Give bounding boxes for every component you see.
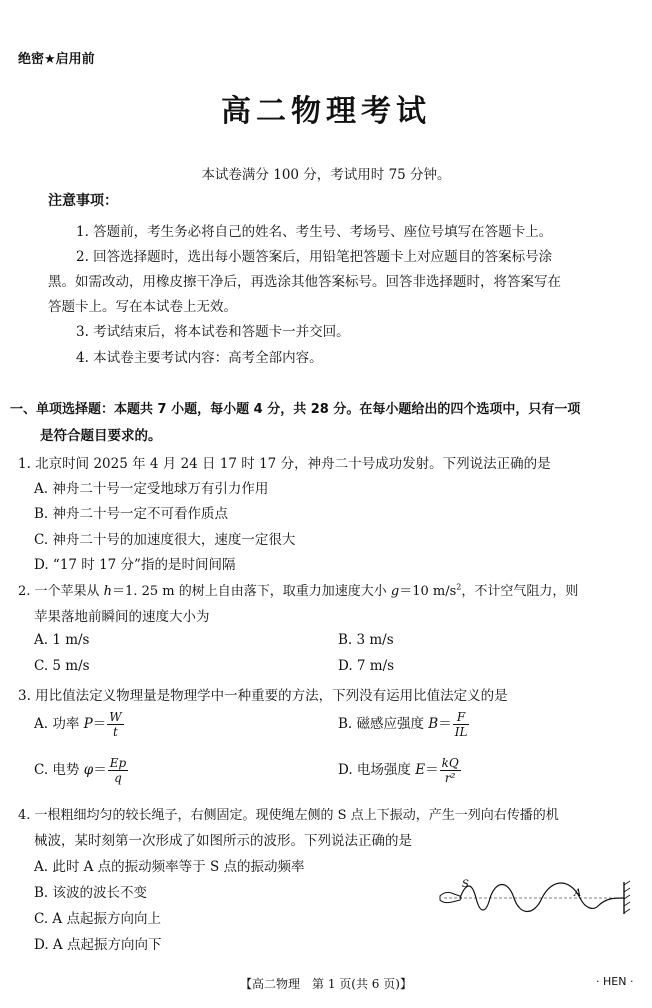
fraction-numerator: kQ xyxy=(441,756,459,770)
q2-stem-part: 2. 一个苹果从 xyxy=(18,584,104,599)
equals-sign: ＝ xyxy=(93,762,107,778)
notice-line-6: 4. 本试卷主要考试内容：高考全部内容。 xyxy=(76,350,323,366)
fraction-denominator: q xyxy=(114,771,122,785)
wave-curve xyxy=(460,883,624,912)
q3-c-label: C. 电势 xyxy=(34,762,84,778)
fraction-numerator: Ep xyxy=(109,756,127,770)
q4-option-c: C. A 点起振方向向上 xyxy=(34,911,161,927)
secret-label: 绝密★启用前 xyxy=(18,52,95,67)
q4-option-d: D. A 点起振方向向下 xyxy=(34,937,162,953)
notice-line-2: 2. 回答选择题时，选出每小题答案后，用铅笔把答题卡上对应题目的答案标号涂 xyxy=(76,249,553,265)
footer-code: · HEN · xyxy=(596,975,634,988)
notice-heading: 注意事项： xyxy=(48,193,118,209)
q1-option-c: C. 神舟二十号的加速度很大，速度一定很大 xyxy=(34,532,296,548)
q3-c-var: φ xyxy=(83,762,94,778)
label-s: S xyxy=(462,879,469,890)
q3-stem: 3. 用比值法定义物理量是物理学中一种重要的方法，下列没有运用比值法定义的是 xyxy=(18,688,508,704)
q4-stem-line2: 械波，某时刻第一次形成了如图所示的波形。下列说法正确的是 xyxy=(34,833,412,849)
q3-option-d xyxy=(338,756,462,785)
q4-option-a: A. 此时 A 点的振动频率等于 S 点的振动频率 xyxy=(34,859,305,875)
q1-option-b: B. 神舟二十号一定不可看作质点 xyxy=(34,506,229,522)
q2-var-h: h xyxy=(103,584,113,599)
q3-option-c xyxy=(34,756,129,785)
q4-option-b: B. 该波的波长不变 xyxy=(34,885,148,901)
q3-c-fraction xyxy=(108,756,128,785)
q2-stem-part: ，不计空气阻力，则 xyxy=(461,584,579,599)
wave-figure xyxy=(438,876,634,920)
wall-hatch xyxy=(624,888,630,892)
wall-hatch xyxy=(624,909,630,913)
q3-d-fraction xyxy=(440,756,461,785)
fraction-numerator: W xyxy=(109,710,122,724)
q2-stem-line2: 苹果落地前瞬间的速度大小为 xyxy=(34,609,210,625)
hand-icon xyxy=(440,892,461,902)
wall-hatch xyxy=(624,881,630,885)
wall-hatch xyxy=(624,895,630,899)
fraction-denominator: IL xyxy=(454,725,468,739)
q3-d-var: E xyxy=(415,762,426,778)
equals-sign: ＝ xyxy=(438,716,452,732)
q2-stem-part: ＝10 m/s xyxy=(399,584,457,599)
q2-var-g: g xyxy=(390,584,400,599)
q3-a-fraction xyxy=(107,710,123,739)
fraction-denominator: r² xyxy=(444,771,456,785)
q2-option-a: A. 1 m/s xyxy=(34,632,90,648)
q3-d-label: D. 电场强度 xyxy=(338,762,416,778)
exam-subtitle: 本试卷满分 100 分，考试用时 75 分钟。 xyxy=(201,167,451,183)
q3-a-var: P xyxy=(83,716,93,732)
section-title-line1: 一、单项选择题：本题共 7 小题，每小题 4 分，共 28 分。在每小题给出的四个选项中，只有一项 xyxy=(10,402,581,417)
notice-line-5: 3. 考试结束后，将本试卷和答题卡一并交回。 xyxy=(76,324,350,340)
page-footer: 【高二物理 第 1 页(共 6 页)】 xyxy=(240,977,412,991)
q4-stem-line1: 4. 一根粗细均匀的较长绳子，右侧固定。现使绳左侧的 S 点上下振动，产生一列向右传播的机 xyxy=(18,808,559,823)
fraction-numerator: F xyxy=(453,710,470,725)
q3-b-label: B. 磁感应强度 xyxy=(338,716,429,732)
q1-stem: 1. 北京时间 2025 年 4 月 24 日 17 时 17 分，神舟二十号成功发射。下列说法正确的是 xyxy=(18,456,551,472)
q2-option-c: C. 5 m/s xyxy=(34,658,90,674)
section-title-line2: 是符合题目要求的。 xyxy=(40,428,162,444)
notice-line-4: 答题卡上。写在本试卷上无效。 xyxy=(48,299,237,315)
q3-b-fraction xyxy=(453,710,470,739)
notice-line-3: 黑。如需改动，用橡皮擦干净后，再选涂其他答案标号。回答非选择题时，将答案写在 xyxy=(48,274,561,290)
q2-stem xyxy=(18,580,578,599)
notice-line-1: 1. 答题前，考生务必将自己的姓名、考生号、考场号、座位号填写在答题卡上。 xyxy=(76,224,553,240)
q2-stem-part: ＝1. 25 m 的树上自由落下，取重力加速度大小 xyxy=(112,584,391,599)
q2-option-d: D. 7 m/s xyxy=(338,658,395,674)
q1-option-d: D. “17 时 17 分”指的是时间间隔 xyxy=(34,557,236,573)
equals-sign: ＝ xyxy=(425,762,439,778)
q1-option-a: A. 神舟二十号一定受地球万有引力作用 xyxy=(34,481,269,497)
q3-a-label: A. 功率 xyxy=(34,716,84,732)
q3-b-var: B xyxy=(428,716,439,732)
q3-option-b xyxy=(338,710,470,739)
page-title: 高二物理考试 xyxy=(221,94,431,129)
equals-sign: ＝ xyxy=(92,716,107,732)
wall-hatch xyxy=(624,902,630,906)
q3-option-a xyxy=(34,710,125,739)
q2-superscript: 2 xyxy=(456,582,462,592)
fraction-denominator: t xyxy=(112,725,118,739)
label-a: A xyxy=(574,888,582,899)
q2-option-b: B. 3 m/s xyxy=(338,632,394,648)
